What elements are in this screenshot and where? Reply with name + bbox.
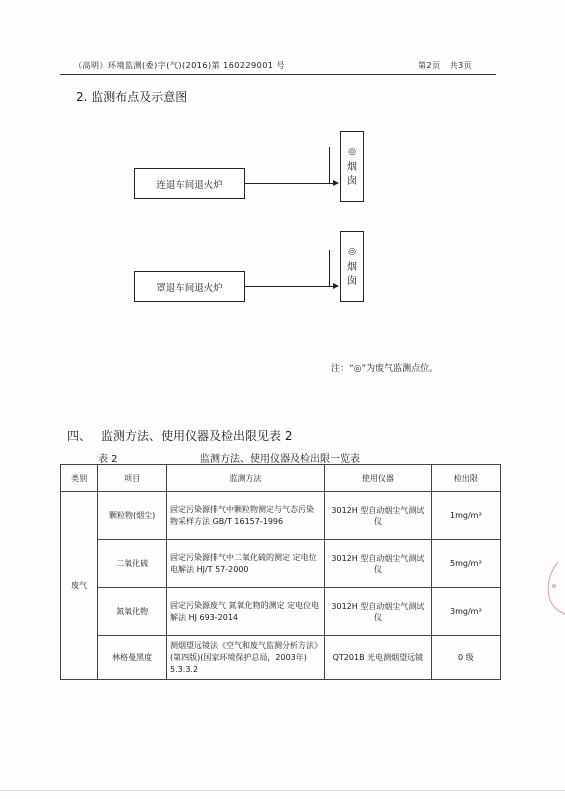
item-cell: 二氧化硫: [98, 540, 167, 588]
item-cell: 林格曼黑度: [98, 636, 167, 680]
section-number: 四、: [67, 429, 92, 443]
header-limit: 检出限: [431, 465, 500, 492]
table-row: [61, 636, 501, 680]
section-heading-methods: [67, 427, 292, 444]
page-bottom-edge: [0, 790, 565, 791]
connector-line-2: [329, 250, 330, 286]
methods-table: [60, 464, 501, 680]
limit-cell: 1mg/m³: [431, 492, 500, 540]
table-label: 表 2: [98, 454, 118, 465]
header-instrument: 使用仪器: [325, 465, 432, 492]
instrument-cell: 3012H 型自动烟尘气测试仪: [325, 540, 432, 588]
instrument-cell: QT201B 光电测烟望远镜: [325, 636, 432, 680]
table-row: [61, 492, 501, 540]
header-method: 监测方法: [167, 465, 325, 492]
flow-arrow-2: [244, 286, 337, 287]
source-label-2: 罩退车间退火炉: [156, 282, 223, 294]
item-cell: 氮氧化物: [98, 588, 167, 636]
chimney-2: [340, 231, 364, 302]
table-row: [61, 540, 501, 588]
source-label-1: 连退车间退火炉: [156, 179, 223, 191]
section-title-monitoring-points: 2. 监测布点及示意图: [76, 90, 188, 104]
source-box-2: [134, 271, 245, 302]
chimney-label-char1: 烟: [347, 261, 357, 273]
section-heading-text: 监测方法、使用仪器及检出限见表 2: [101, 429, 293, 443]
header-item: 项目: [98, 465, 167, 492]
header-divider: [60, 74, 496, 75]
table-title: 监测方法、使用仪器及检出限一览表: [200, 454, 360, 465]
method-cell: 测烟望远镜法《空气和废气监测分析方法》(第四版)(国家环境保护总局，2003年) 5.3.3.2: [167, 636, 325, 680]
table-header-row: [61, 465, 501, 492]
limit-cell: 3mg/m³: [431, 588, 500, 636]
instrument-cell: 3012H 型自动烟尘气测试仪: [325, 588, 432, 636]
method-cell: 固定污染源废气 氮氧化物的测定 定电位电解法 HJ 693-2014: [167, 588, 325, 636]
item-cell: 颗粒物(烟尘): [98, 492, 167, 540]
seal-stamp-fragment: [540, 560, 565, 615]
monitoring-point-icon: ◎: [348, 146, 356, 157]
chimney-label-char1: 烟: [347, 161, 357, 173]
report-number: （高明）环境监测(委)字(气)(2016)第 160229001 号: [74, 61, 285, 70]
category-cell: 废气: [61, 492, 98, 680]
chimney-label-char2: 囱: [347, 275, 357, 287]
limit-cell: 5mg/m³: [431, 540, 500, 588]
method-cell: 固定污染源排气中颗粒物测定与气态污染物采样方法 GB/T 16157-1996: [167, 492, 325, 540]
limit-cell: 0 级: [431, 636, 500, 680]
chimney-label-char2: 囱: [347, 175, 357, 187]
page-indicator: 第2页 共3页: [418, 61, 473, 70]
monitoring-point-icon: ◎: [348, 246, 356, 257]
source-box-1: [134, 168, 245, 199]
chimney-1: [340, 131, 364, 202]
flow-arrow-1: [244, 183, 337, 184]
header-category: 类别: [61, 465, 98, 492]
diagram-note: 注：“◎”为废气监测点位。: [331, 364, 439, 374]
connector-line-1: [329, 147, 330, 183]
method-cell: 固定污染源排气中二氧化硫的测定 定电位电解法 HJ/T 57-2000: [167, 540, 325, 588]
instrument-cell: 3012H 型自动烟尘气测试仪: [325, 492, 432, 540]
table-row: [61, 588, 501, 636]
